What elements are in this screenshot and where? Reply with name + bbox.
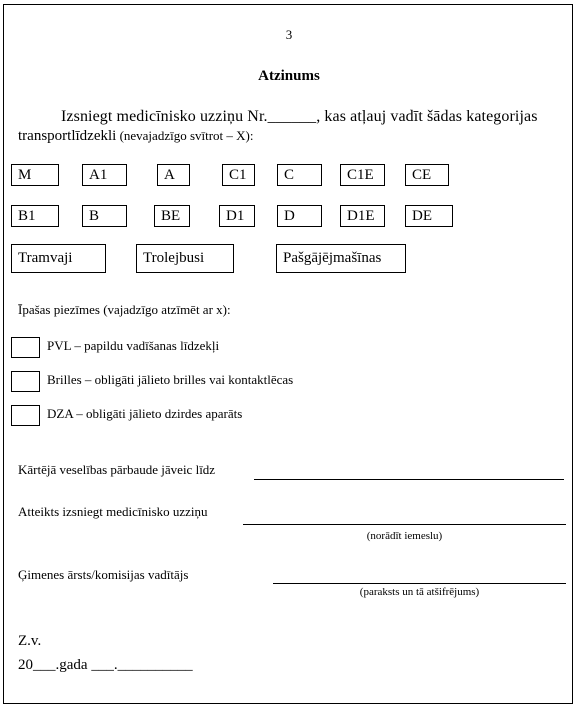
refused-reason-line[interactable] bbox=[243, 524, 566, 525]
hearing-aid-label: DZA – obligāti jālieto dzirdes aparāts bbox=[47, 406, 243, 421]
refused-reason-hint: (norādīt iemeslu) bbox=[366, 530, 443, 542]
glasses-label: Brilles – obligāti jālieto brilles vai kontaktlēcas bbox=[47, 372, 294, 387]
stamp-place: Z.v. bbox=[18, 633, 42, 649]
notes-title: Īpašas piezīmes (vajadzīgo atzīmēt ar x): bbox=[18, 302, 231, 317]
intro-line-2 bbox=[18, 128, 254, 145]
vehicle-box-tram[interactable]: Tramvaji bbox=[11, 244, 106, 273]
category-box-d1[interactable]: D1 bbox=[219, 205, 255, 227]
refused-label: Atteikts izsniegt medicīnisko uzziņu bbox=[18, 504, 208, 519]
page-number: 3 bbox=[285, 27, 293, 42]
category-box-de[interactable]: DE bbox=[405, 205, 453, 227]
category-box-c[interactable]: C bbox=[277, 164, 322, 186]
page-title: Atzinums bbox=[258, 68, 320, 84]
category-box-c1e[interactable]: C1E bbox=[340, 164, 385, 186]
category-box-d[interactable]: D bbox=[277, 205, 322, 227]
pvl-label: PVL – papildu vadīšanas līdzekļi bbox=[47, 338, 220, 353]
doctor-signature-hint: (paraksts un tā atšifrējums) bbox=[359, 586, 480, 598]
intro-line-2-note: (nevajadzīgo svītrot – X): bbox=[116, 128, 254, 143]
category-box-a[interactable]: A bbox=[157, 164, 190, 186]
category-box-ce[interactable]: CE bbox=[405, 164, 449, 186]
intro-line-1: Izsniegt medicīnisko uzziņu Nr.______, kas atļauj vadīt šādas kategorijas bbox=[61, 108, 538, 125]
vehicle-box-self-propelled[interactable]: Pašgājējmašīnas bbox=[276, 244, 406, 273]
glasses-checkbox[interactable] bbox=[11, 371, 40, 392]
category-box-m[interactable]: M bbox=[11, 164, 59, 186]
category-box-b1[interactable]: B1 bbox=[11, 205, 59, 227]
vehicle-box-trolleybus[interactable]: Trolejbusi bbox=[136, 244, 234, 273]
pvl-checkbox[interactable] bbox=[11, 337, 40, 358]
hearing-aid-checkbox[interactable] bbox=[11, 405, 40, 426]
category-box-a1[interactable]: A1 bbox=[82, 164, 127, 186]
category-box-d1e[interactable]: D1E bbox=[340, 205, 385, 227]
doctor-label: Ģimenes ārsts/komisijas vadītājs bbox=[18, 567, 189, 582]
category-box-b[interactable]: B bbox=[82, 205, 127, 227]
next-check-label: Kārtējā veselības pārbaude jāveic līdz bbox=[18, 462, 216, 477]
next-check-line[interactable] bbox=[254, 479, 564, 480]
intro-line-2-main: transportlīdzekli bbox=[18, 128, 117, 144]
doctor-signature-line[interactable] bbox=[273, 583, 566, 584]
category-box-c1[interactable]: C1 bbox=[222, 164, 255, 186]
date-field: 20___.gada ___.__________ bbox=[18, 657, 193, 673]
category-box-be[interactable]: BE bbox=[154, 205, 190, 227]
